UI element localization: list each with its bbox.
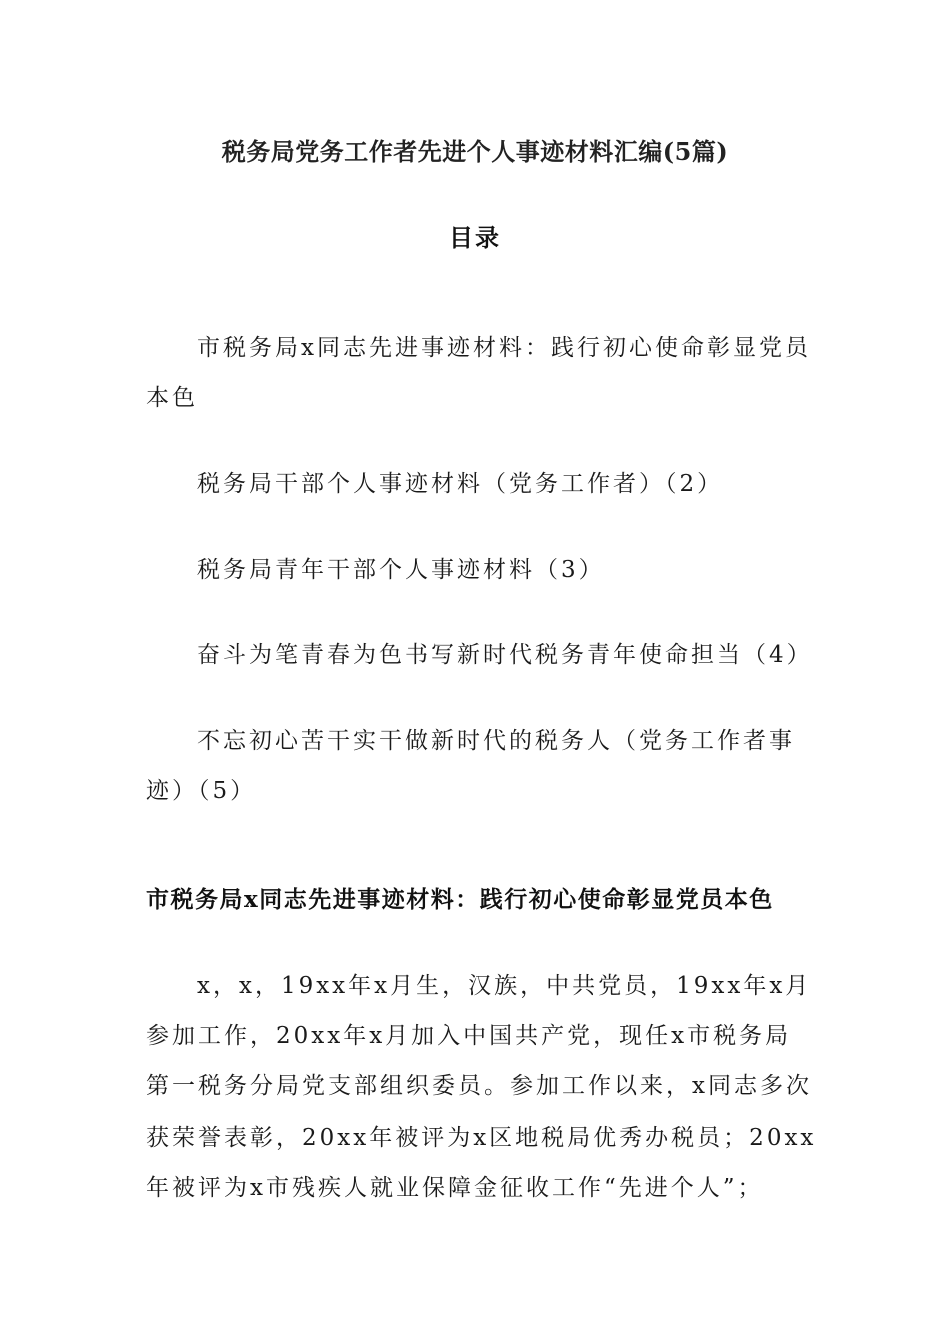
paragraph-line: 获荣誉表彰，20xx年被评为x区地税局优秀办税员；20xx <box>146 1125 817 1151</box>
paragraph-line: 参加工作，20xx年x月加入中国共产党，现任x市税务局 <box>146 1023 792 1049</box>
toc-item-3[interactable]: 税务局青年干部个人事迹材料（3） <box>197 557 605 583</box>
toc-item-5-line-2[interactable]: 迹）（5） <box>146 778 257 804</box>
toc-item-5-line-1[interactable]: 不忘初心苦干实干做新时代的税务人（党务工作者事 <box>197 728 795 754</box>
document-title: 税务局党务工作者先进个人事迹材料汇编(5篇) <box>221 137 729 166</box>
paragraph-line: x，x，19xx年x月生，汉族，中共党员，19xx年x月 <box>197 973 812 999</box>
toc-item-4[interactable]: 奋斗为笔青春为色书写新时代税务青年使命担当（4） <box>197 642 813 668</box>
toc-item-2[interactable]: 税务局干部个人事迹材料（党务工作者）（2） <box>197 471 724 497</box>
section-heading: 市税务局x同志先进事迹材料：践行初心使命彰显党员本色 <box>146 886 774 913</box>
toc-item-1-line-1[interactable]: 市税务局x同志先进事迹材料：践行初心使命彰显党员 <box>197 335 811 361</box>
toc-heading: 目录 <box>449 223 501 252</box>
toc-item-1-line-2[interactable]: 本色 <box>146 385 198 411</box>
paragraph-line: 第一税务分局党支部组织委员。参加工作以来，x同志多次 <box>146 1073 812 1099</box>
paragraph-line: 年被评为x市残疾人就业保障金征收工作“先进个人”； <box>146 1175 764 1201</box>
